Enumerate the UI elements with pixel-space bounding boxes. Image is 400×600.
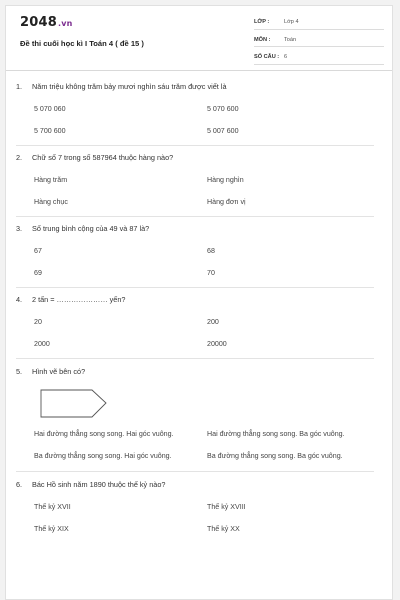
question-head (16, 224, 378, 233)
logo-number: 2048 (20, 15, 57, 30)
answer-option-b[interactable]: Hai đường thẳng song song. Ba góc vuông. (207, 430, 345, 438)
question-3 (16, 224, 378, 293)
meta-count-row (254, 51, 384, 65)
answer-option-a[interactable]: Hàng trăm (34, 176, 68, 184)
question-divider (16, 287, 374, 288)
answer-option-a[interactable]: 67 (34, 247, 42, 255)
question-number: 1. (16, 82, 23, 91)
answer-option-d[interactable]: Hàng đơn vị (207, 198, 246, 206)
question-number: 6. (16, 480, 23, 489)
meta-subject-row (254, 34, 384, 48)
answer-option-d[interactable]: 5 007 600 (207, 127, 239, 135)
answer-option-b[interactable]: Hàng nghìn (207, 176, 244, 184)
question-text: Năm triệu không trăm bảy mươi nghìn sáu trăm được viết là (32, 82, 227, 91)
answer-options (34, 430, 378, 476)
exam-meta (254, 16, 384, 69)
question-5 (16, 367, 378, 476)
meta-value: Toán (284, 36, 297, 43)
question-1 (16, 82, 378, 151)
question-head (16, 480, 378, 489)
question-number: 3. (16, 224, 23, 233)
answer-option-c[interactable]: Thế kỷ XIX (34, 525, 69, 533)
answer-option-a[interactable]: 5 070 060 (34, 105, 66, 113)
question-4 (16, 295, 378, 364)
site-logo[interactable] (20, 15, 73, 30)
meta-value: Lớp 4 (284, 19, 299, 26)
question-divider (16, 216, 374, 217)
meta-value: 6 (284, 54, 288, 61)
question-text: Số trung bình cộng của 49 và 87 là? (32, 224, 150, 233)
question-2 (16, 153, 378, 222)
answer-option-c[interactable]: 5 700 600 (34, 127, 66, 135)
answer-option-a[interactable]: 20 (34, 318, 42, 326)
answer-option-c[interactable]: 69 (34, 269, 42, 277)
answer-option-b[interactable]: 200 (207, 318, 219, 326)
answer-option-a[interactable]: Thế kỷ XVII (34, 503, 71, 511)
question-text: Hình vẽ bên có? (32, 367, 86, 376)
answer-option-c[interactable]: Hàng chục (34, 198, 68, 206)
question-head (16, 153, 378, 162)
pentagon-arrow-figure (40, 389, 110, 419)
question-divider (16, 471, 374, 472)
answer-option-a[interactable]: Hai đường thẳng song song. Hai góc vuông. (34, 430, 174, 438)
question-head (16, 295, 378, 304)
answer-option-c[interactable]: Ba đường thẳng song song. Hai góc vuông. (34, 452, 172, 460)
answer-option-c[interactable]: 2000 (34, 340, 50, 348)
question-divider (16, 358, 374, 359)
meta-label: SỐ CÂU : (254, 54, 280, 61)
question-number: 5. (16, 367, 23, 376)
exam-header (6, 6, 392, 71)
answer-option-b[interactable]: Thế kỷ XVIII (207, 503, 246, 511)
answer-option-d[interactable]: Thế kỷ XX (207, 525, 240, 533)
answer-option-b[interactable]: 5 070 600 (207, 105, 239, 113)
question-divider (16, 145, 374, 146)
answer-options (34, 503, 378, 549)
logo-suffix: .vn (57, 19, 73, 28)
answer-option-d[interactable]: 70 (207, 269, 215, 277)
question-number: 4. (16, 295, 23, 304)
question-head (16, 367, 378, 376)
meta-class-row (254, 16, 384, 30)
question-6 (16, 480, 378, 549)
exam-title: Đề thi cuối học kì I Toán 4 ( đề 15 ) (20, 39, 144, 48)
question-number: 2. (16, 153, 23, 162)
answer-option-d[interactable]: Ba đường thẳng song song. Ba góc vuông. (207, 452, 343, 460)
meta-label: LỚP : (254, 19, 270, 26)
meta-label: MÔN : (254, 36, 271, 43)
answer-option-b[interactable]: 68 (207, 247, 215, 255)
question-text: 2 tấn = ………………… yến? (32, 295, 126, 304)
question-text: Chữ số 7 trong số 587964 thuộc hàng nào? (32, 153, 174, 162)
question-text: Bác Hồ sinh năm 1890 thuộc thế kỷ nào? (32, 480, 166, 489)
answer-option-d[interactable]: 20000 (207, 340, 227, 348)
question-head (16, 82, 378, 91)
